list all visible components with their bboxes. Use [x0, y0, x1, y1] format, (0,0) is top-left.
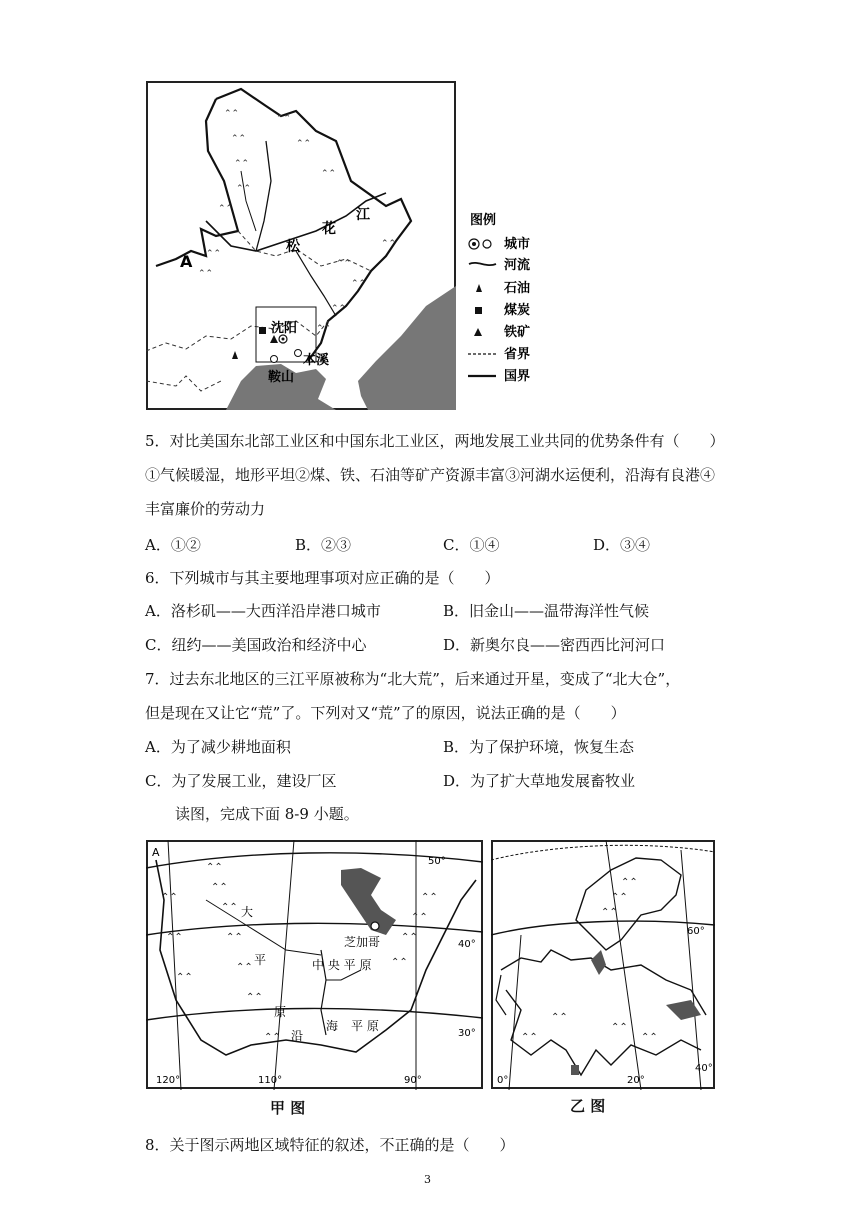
svg-text:⌃⌃: ⌃⌃	[611, 892, 628, 903]
svg-text:江: 江	[356, 207, 370, 223]
svg-text:⌃⌃: ⌃⌃	[234, 159, 250, 169]
svg-text:⌃⌃: ⌃⌃	[521, 1032, 538, 1043]
svg-text:⌃⌃: ⌃⌃	[206, 862, 223, 873]
svg-text:A: A	[152, 846, 160, 859]
coal-icon	[259, 327, 266, 334]
question-5-line-2: ①气候暖湿，地形平坦②煤、铁、石油等矿产资源丰富③河湖水运便利，沿海有良港④	[145, 466, 716, 484]
svg-text:沿: 沿	[291, 1029, 304, 1043]
svg-text:石油: 石油	[504, 281, 531, 296]
instruction-8-9: 读图，完成下面 8-9 小题。	[175, 805, 359, 823]
q5-option-d: D．③④	[593, 536, 651, 554]
svg-text:平 原: 平 原	[351, 1019, 379, 1033]
svg-text:⌃⌃: ⌃⌃	[246, 992, 263, 1003]
svg-text:⌃⌃: ⌃⌃	[211, 882, 228, 893]
svg-text:国界: 国界	[504, 369, 531, 384]
q6-option-c: C．纽约——美国政治和经济中心	[145, 636, 367, 654]
svg-text:⌃⌃: ⌃⌃	[198, 269, 214, 279]
europe-map	[491, 840, 715, 1090]
svg-text:⌃⌃: ⌃⌃	[551, 1012, 568, 1023]
svg-text:⌃⌃: ⌃⌃	[421, 892, 438, 903]
question-5-line-1: 5．对比美国东北部工业区和中国东北工业区，两地发展工业共同的优势条件有（ ）	[145, 432, 725, 450]
q7-option-a: A．为了减少耕地面积	[145, 738, 291, 756]
svg-text:⌃⌃: ⌃⌃	[224, 109, 240, 119]
svg-text:⌃⌃: ⌃⌃	[316, 324, 332, 334]
svg-text:60°: 60°	[687, 926, 705, 937]
svg-text:⌃⌃: ⌃⌃	[161, 892, 178, 903]
svg-text:本溪: 本溪	[303, 353, 330, 368]
question-6: 6．下列城市与其主要地理事项对应正确的是（ ）	[145, 569, 500, 587]
svg-text:图例: 图例	[470, 213, 497, 228]
svg-text:90°: 90°	[404, 1075, 422, 1086]
question-7-line-1: 7．过去东北地区的三江平原被称为“北大荒”，后来通过开星，变成了“北大仓”，	[145, 670, 681, 688]
svg-text:120°: 120°	[156, 1075, 181, 1086]
svg-text:⌃⌃: ⌃⌃	[226, 932, 243, 943]
svg-text:⌃⌃: ⌃⌃	[321, 169, 337, 179]
svg-text:铁矿: 铁矿	[504, 325, 531, 340]
svg-text:⌃⌃: ⌃⌃	[166, 932, 183, 943]
svg-text:⌃⌃: ⌃⌃	[206, 249, 222, 259]
svg-text:大: 大	[241, 905, 254, 919]
svg-text:⌃⌃: ⌃⌃	[236, 962, 253, 973]
svg-text:⌃⌃: ⌃⌃	[411, 912, 428, 923]
svg-text:平: 平	[254, 953, 267, 967]
svg-text:海: 海	[326, 1019, 339, 1033]
svg-text:原: 原	[274, 1005, 287, 1019]
svg-text:⌃⌃: ⌃⌃	[611, 1022, 628, 1033]
map-yi-caption: 乙 图	[570, 1097, 606, 1115]
svg-text:40°: 40°	[695, 1063, 713, 1074]
svg-text:⌃⌃: ⌃⌃	[276, 114, 292, 124]
q7-option-c: C．为了发展工业，建设厂区	[145, 772, 337, 790]
svg-text:⌃⌃: ⌃⌃	[236, 184, 252, 194]
map-jia-caption: 甲 图	[270, 1099, 306, 1117]
page-number: 3	[424, 1173, 431, 1186]
svg-text:0°: 0°	[497, 1075, 509, 1086]
svg-text:⌃⌃: ⌃⌃	[601, 907, 618, 918]
svg-text:⌃⌃: ⌃⌃	[641, 1032, 658, 1043]
svg-text:⌃⌃: ⌃⌃	[218, 204, 234, 214]
svg-text:河流: 河流	[504, 258, 531, 273]
svg-text:30°: 30°	[458, 1028, 476, 1039]
svg-text:⌃⌃: ⌃⌃	[176, 972, 193, 983]
svg-text:⌃⌃: ⌃⌃	[264, 1032, 281, 1043]
svg-text:⌃⌃: ⌃⌃	[351, 279, 367, 289]
map-legend	[466, 210, 556, 390]
svg-text:40°: 40°	[458, 939, 476, 950]
q5-option-a: A．①②	[145, 536, 201, 554]
q6-option-b: B．旧金山——温带海洋性气候	[443, 602, 650, 620]
svg-text:省界: 省界	[504, 347, 531, 362]
svg-text:⌃⌃: ⌃⌃	[221, 902, 238, 913]
svg-text:煤炭: 煤炭	[504, 303, 531, 318]
svg-text:⌃⌃: ⌃⌃	[336, 259, 352, 269]
svg-text:⌃⌃: ⌃⌃	[381, 239, 397, 249]
q6-option-a: A．洛杉矶——大西洋沿岸港口城市	[145, 602, 381, 620]
region-a-label: A	[180, 252, 193, 271]
svg-text:20°: 20°	[627, 1075, 645, 1086]
q7-option-d: D．为了扩大草地发展畜牧业	[443, 772, 636, 790]
svg-text:中 央 平 原: 中 央 平 原	[312, 958, 372, 972]
svg-text:⌃⌃: ⌃⌃	[231, 134, 247, 144]
q7-option-b: B．为了保护环境，恢复生态	[443, 738, 635, 756]
svg-text:⌃⌃: ⌃⌃	[331, 304, 347, 314]
question-5-line-3: 丰富廉价的劳动力	[145, 500, 266, 518]
svg-text:鞍山: 鞍山	[268, 370, 295, 385]
question-8: 8．关于图示两地区域特征的叙述，不正确的是（ ）	[145, 1136, 515, 1154]
svg-text:50°: 50°	[428, 856, 446, 867]
svg-text:芝加哥: 芝加哥	[344, 935, 381, 949]
svg-text:城市: 城市	[504, 237, 531, 252]
q6-option-d: D．新奥尔良——密西西比河河口	[443, 636, 666, 654]
q5-option-c: C．①④	[443, 536, 500, 554]
svg-text:110°: 110°	[258, 1075, 283, 1086]
north-america-map	[146, 840, 483, 1090]
svg-text:⌃⌃: ⌃⌃	[621, 877, 638, 888]
svg-text:⌃⌃: ⌃⌃	[296, 139, 312, 149]
svg-text:沈阳: 沈阳	[271, 321, 298, 336]
svg-text:花: 花	[322, 221, 336, 237]
northeast-china-map	[146, 81, 456, 410]
question-7-line-2: 但是现在又让它“荒”了。下列对又“荒”了的原因，说法正确的是（ ）	[145, 704, 626, 722]
svg-text:⌃⌃: ⌃⌃	[391, 957, 408, 968]
svg-text:⌃⌃: ⌃⌃	[401, 932, 418, 943]
q5-option-b: B．②③	[295, 536, 352, 554]
svg-text:松: 松	[286, 239, 300, 255]
